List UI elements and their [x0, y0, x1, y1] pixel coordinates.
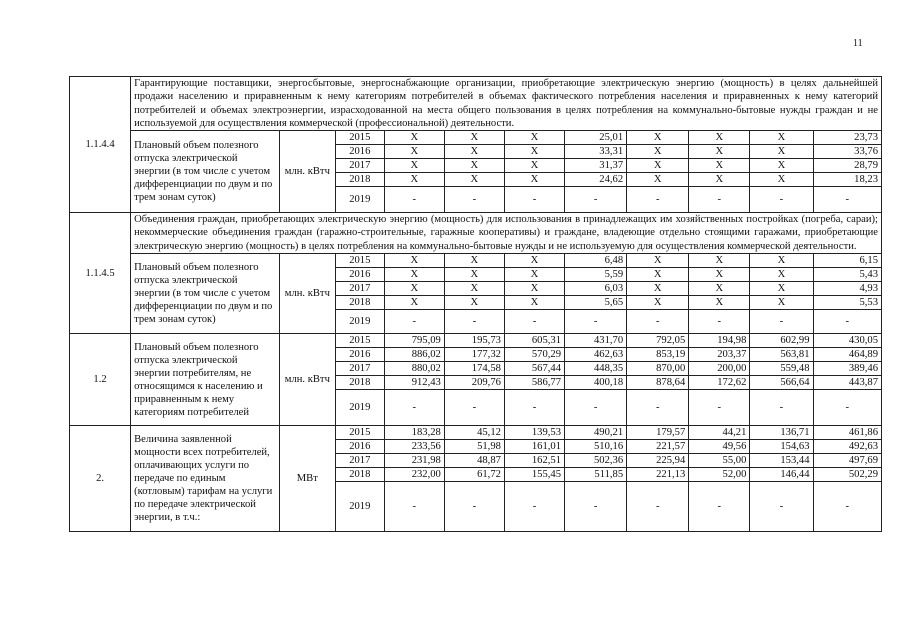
- value-cell: 5,43: [813, 268, 881, 282]
- value-cell: 231,98: [384, 454, 444, 468]
- value-cell: 44,21: [689, 426, 750, 440]
- year-cell: 2018: [335, 376, 384, 390]
- value-cell: -: [813, 390, 881, 426]
- unit-label: млн. кВтч: [279, 254, 335, 334]
- value-cell: 48,87: [444, 454, 504, 468]
- value-cell: Х: [444, 173, 504, 187]
- value-cell: 502,36: [565, 454, 627, 468]
- value-cell: 194,98: [689, 334, 750, 348]
- value-cell: -: [444, 390, 504, 426]
- value-cell: Х: [444, 282, 504, 296]
- value-cell: 139,53: [504, 426, 564, 440]
- indicator-label: Плановый объем полезного отпуска электрической энергии (в том числе с учетом дифференциации по двум и по трем зонам суток): [131, 131, 280, 213]
- value-cell: -: [504, 482, 564, 532]
- value-cell: 443,87: [813, 376, 881, 390]
- value-cell: 203,37: [689, 348, 750, 362]
- value-cell: 430,05: [813, 334, 881, 348]
- value-cell: 563,81: [750, 348, 813, 362]
- value-cell: 161,01: [504, 440, 564, 454]
- value-cell: 880,02: [384, 362, 444, 376]
- unit-label: млн. кВтч: [279, 334, 335, 426]
- value-cell: Х: [384, 296, 444, 310]
- value-cell: 795,09: [384, 334, 444, 348]
- year-cell: 2019: [335, 482, 384, 532]
- section-code: 1.2: [70, 334, 131, 426]
- value-cell: 31,37: [565, 159, 627, 173]
- value-cell: 162,51: [504, 454, 564, 468]
- year-cell: 2017: [335, 159, 384, 173]
- value-cell: 464,89: [813, 348, 881, 362]
- value-cell: Х: [504, 282, 564, 296]
- value-cell: -: [444, 187, 504, 213]
- data-row: [70, 254, 882, 268]
- value-cell: 853,19: [627, 348, 689, 362]
- year-cell: 2017: [335, 282, 384, 296]
- value-cell: 5,59: [565, 268, 627, 282]
- value-cell: 431,70: [565, 334, 627, 348]
- value-cell: 5,53: [813, 296, 881, 310]
- value-cell: 389,46: [813, 362, 881, 376]
- value-cell: -: [813, 310, 881, 334]
- value-cell: -: [689, 187, 750, 213]
- section-code: 1.1.4.4: [70, 77, 131, 213]
- value-cell: 6,03: [565, 282, 627, 296]
- value-cell: Х: [689, 159, 750, 173]
- value-cell: Х: [627, 268, 689, 282]
- value-cell: Х: [384, 254, 444, 268]
- value-cell: 400,18: [565, 376, 627, 390]
- year-cell: 2016: [335, 145, 384, 159]
- value-cell: -: [384, 310, 444, 334]
- value-cell: 605,31: [504, 334, 564, 348]
- value-cell: -: [689, 482, 750, 532]
- value-cell: 490,21: [565, 426, 627, 440]
- value-cell: 792,05: [627, 334, 689, 348]
- value-cell: 870,00: [627, 362, 689, 376]
- value-cell: Х: [384, 173, 444, 187]
- value-cell: 33,76: [813, 145, 881, 159]
- value-cell: 232,00: [384, 468, 444, 482]
- data-row: [70, 131, 882, 145]
- value-cell: 6,15: [813, 254, 881, 268]
- value-cell: 225,94: [627, 454, 689, 468]
- value-cell: Х: [750, 282, 813, 296]
- year-cell: 2018: [335, 173, 384, 187]
- value-cell: 183,28: [384, 426, 444, 440]
- year-cell: 2015: [335, 426, 384, 440]
- value-cell: 174,58: [444, 362, 504, 376]
- value-cell: 45,12: [444, 426, 504, 440]
- value-cell: 24,62: [565, 173, 627, 187]
- value-cell: -: [384, 390, 444, 426]
- value-cell: 448,35: [565, 362, 627, 376]
- section-code: 1.1.4.5: [70, 213, 131, 334]
- year-cell: 2017: [335, 454, 384, 468]
- value-cell: Х: [750, 254, 813, 268]
- value-cell: 33,31: [565, 145, 627, 159]
- value-cell: 5,65: [565, 296, 627, 310]
- value-cell: -: [444, 310, 504, 334]
- value-cell: Х: [504, 254, 564, 268]
- value-cell: Х: [504, 131, 564, 145]
- year-cell: 2015: [335, 254, 384, 268]
- value-cell: -: [504, 310, 564, 334]
- value-cell: 200,00: [689, 362, 750, 376]
- value-cell: -: [627, 482, 689, 532]
- value-cell: Х: [627, 159, 689, 173]
- value-cell: -: [504, 187, 564, 213]
- value-cell: 25,01: [565, 131, 627, 145]
- value-cell: 153,44: [750, 454, 813, 468]
- value-cell: 461,86: [813, 426, 881, 440]
- value-cell: Х: [750, 296, 813, 310]
- value-cell: 233,56: [384, 440, 444, 454]
- value-cell: Х: [750, 173, 813, 187]
- year-cell: 2019: [335, 310, 384, 334]
- value-cell: 502,29: [813, 468, 881, 482]
- year-cell: 2017: [335, 362, 384, 376]
- value-cell: Х: [504, 268, 564, 282]
- value-cell: 51,98: [444, 440, 504, 454]
- value-cell: Х: [444, 268, 504, 282]
- value-cell: 570,29: [504, 348, 564, 362]
- indicator-label: Плановый объем полезного отпуска электрической энергии потребителям, не относящимся к населению и приравненным к нему категориям потребителей: [131, 334, 280, 426]
- value-cell: 179,57: [627, 426, 689, 440]
- value-cell: -: [813, 187, 881, 213]
- value-cell: -: [444, 482, 504, 532]
- indicator-label: Величина заявленной мощности всех потребителей, оплачивающих услуги по передаче по единым (котловым) тарифам на услуги по передаче электрической энергии, в т.ч.:: [131, 426, 280, 532]
- section-heading-row: [70, 77, 882, 131]
- value-cell: 511,85: [565, 468, 627, 482]
- value-cell: 497,69: [813, 454, 881, 468]
- value-cell: -: [627, 390, 689, 426]
- value-cell: Х: [384, 131, 444, 145]
- year-cell: 2018: [335, 468, 384, 482]
- value-cell: 146,44: [750, 468, 813, 482]
- value-cell: Х: [504, 159, 564, 173]
- value-cell: 136,71: [750, 426, 813, 440]
- value-cell: 912,43: [384, 376, 444, 390]
- value-cell: -: [750, 187, 813, 213]
- value-cell: Х: [627, 254, 689, 268]
- year-cell: 2015: [335, 334, 384, 348]
- value-cell: Х: [750, 268, 813, 282]
- value-cell: 49,56: [689, 440, 750, 454]
- value-cell: -: [565, 390, 627, 426]
- value-cell: Х: [384, 145, 444, 159]
- value-cell: Х: [689, 268, 750, 282]
- value-cell: -: [504, 390, 564, 426]
- value-cell: 492,63: [813, 440, 881, 454]
- year-cell: 2016: [335, 268, 384, 282]
- year-cell: 2016: [335, 440, 384, 454]
- unit-label: млн. кВтч: [279, 131, 335, 213]
- value-cell: 886,02: [384, 348, 444, 362]
- value-cell: -: [750, 390, 813, 426]
- indicator-label: Плановый объем полезного отпуска электрической энергии (в том числе с учетом дифференциации по двум и по трем зонам суток): [131, 254, 280, 334]
- value-cell: 154,63: [750, 440, 813, 454]
- value-cell: Х: [627, 145, 689, 159]
- year-cell: 2018: [335, 296, 384, 310]
- value-cell: -: [627, 187, 689, 213]
- value-cell: Х: [750, 159, 813, 173]
- value-cell: -: [689, 390, 750, 426]
- value-cell: Х: [444, 159, 504, 173]
- value-cell: 586,77: [504, 376, 564, 390]
- value-cell: Х: [689, 282, 750, 296]
- value-cell: Х: [444, 131, 504, 145]
- value-cell: Х: [627, 282, 689, 296]
- value-cell: 566,64: [750, 376, 813, 390]
- value-cell: -: [627, 310, 689, 334]
- value-cell: Х: [444, 145, 504, 159]
- value-cell: 4,93: [813, 282, 881, 296]
- value-cell: Х: [627, 173, 689, 187]
- value-cell: -: [565, 187, 627, 213]
- section-heading: Объединения граждан, приобретающих электрическую энергию (мощность) для использования в принадлежащих им хозяйственных постройках (погреба, сараи); некоммерческие объединения граждан (гаражно-строительные, гаражные кооперативы) и граждане, владеющие отдельно стоящими гаражами, приобретающие электрическую энергию (мощность) в целях потребления на коммунально-бытовые нужды и не используемую для осуществления коммерческой деятельности.: [131, 213, 882, 254]
- value-cell: Х: [689, 131, 750, 145]
- value-cell: 221,57: [627, 440, 689, 454]
- value-cell: Х: [504, 296, 564, 310]
- value-cell: 567,44: [504, 362, 564, 376]
- value-cell: Х: [384, 282, 444, 296]
- value-cell: 23,73: [813, 131, 881, 145]
- value-cell: Х: [444, 296, 504, 310]
- value-cell: -: [384, 187, 444, 213]
- unit-label: МВт: [279, 426, 335, 532]
- value-cell: Х: [689, 173, 750, 187]
- value-cell: -: [813, 482, 881, 532]
- value-cell: Х: [689, 254, 750, 268]
- value-cell: 52,00: [689, 468, 750, 482]
- value-cell: Х: [689, 145, 750, 159]
- value-cell: -: [750, 482, 813, 532]
- value-cell: 195,73: [444, 334, 504, 348]
- value-cell: 462,63: [565, 348, 627, 362]
- value-cell: 510,16: [565, 440, 627, 454]
- value-cell: 61,72: [444, 468, 504, 482]
- value-cell: Х: [444, 254, 504, 268]
- value-cell: 172,62: [689, 376, 750, 390]
- value-cell: Х: [384, 159, 444, 173]
- value-cell: -: [750, 310, 813, 334]
- year-cell: 2019: [335, 187, 384, 213]
- data-row: [70, 334, 882, 348]
- year-cell: 2016: [335, 348, 384, 362]
- section-code: 2.: [70, 426, 131, 532]
- value-cell: -: [384, 482, 444, 532]
- data-row: [70, 426, 882, 440]
- value-cell: Х: [750, 131, 813, 145]
- value-cell: 878,64: [627, 376, 689, 390]
- value-cell: Х: [627, 296, 689, 310]
- section-heading-row: [70, 213, 882, 254]
- value-cell: Х: [627, 131, 689, 145]
- value-cell: 221,13: [627, 468, 689, 482]
- value-cell: 6,48: [565, 254, 627, 268]
- year-cell: 2015: [335, 131, 384, 145]
- value-cell: 209,76: [444, 376, 504, 390]
- value-cell: -: [565, 482, 627, 532]
- section-heading: Гарантирующие поставщики, энергосбытовые, энергоснабжающие организации, приобретающие электрическую энергию (мощность) в целях дальнейшей продажи населению и приравненным к нему категориям потребителей в объемах фактического потребления населения и приравненных к нему категорий потребителей и объемах электроэнергии, израсходованной на места общего пользования в целях потребления на коммунально-бытовые нужды граждан и не используемой для осуществления коммерческой (профессиональной) деятельности.: [131, 77, 882, 131]
- tariff-table: [69, 76, 882, 532]
- value-cell: Х: [504, 173, 564, 187]
- value-cell: Х: [750, 145, 813, 159]
- value-cell: 28,79: [813, 159, 881, 173]
- year-cell: 2019: [335, 390, 384, 426]
- value-cell: Х: [384, 268, 444, 282]
- value-cell: 155,45: [504, 468, 564, 482]
- value-cell: -: [689, 310, 750, 334]
- value-cell: 18,23: [813, 173, 881, 187]
- value-cell: Х: [504, 145, 564, 159]
- value-cell: 559,48: [750, 362, 813, 376]
- page-number: 11: [853, 38, 863, 49]
- value-cell: Х: [689, 296, 750, 310]
- value-cell: -: [565, 310, 627, 334]
- value-cell: 55,00: [689, 454, 750, 468]
- value-cell: 602,99: [750, 334, 813, 348]
- value-cell: 177,32: [444, 348, 504, 362]
